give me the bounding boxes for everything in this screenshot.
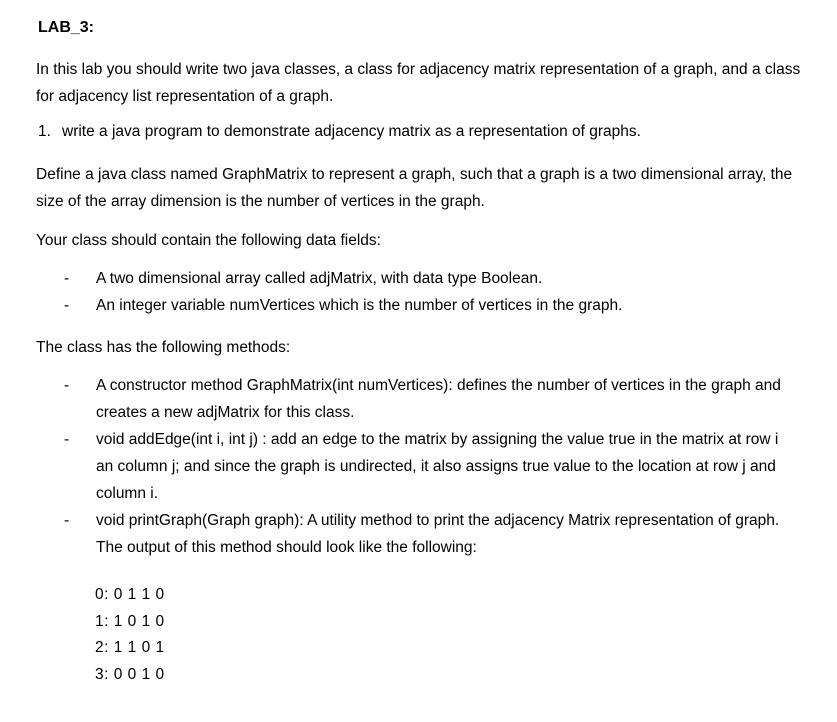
- intro-paragraph: In this lab you should write two java classes, a class for adjacency matrix representation of a graph, and a class for adjacency list representation of a graph.: [36, 61, 801, 105]
- bullet-dash: -: [64, 431, 70, 448]
- list-item: [0, 265, 796, 292]
- output-line: 2: 1 1 0 1: [95, 639, 165, 656]
- method-text: void printGraph(Graph graph): A utility method to print the adjacency Matrix representation of graph. The output of this method should look like the following:: [96, 512, 780, 556]
- list-item: [0, 426, 796, 507]
- fields-heading: Your class should contain the following data fields:: [36, 232, 381, 249]
- output-line: 0: 0 1 1 0: [95, 586, 165, 603]
- bullet-dash: -: [64, 297, 70, 314]
- definition-paragraph: Define a java class named GraphMatrix to represent a graph, such that a graph is a two dimensional array, the size of the array dimension is the number of vertices in the graph.: [36, 166, 793, 210]
- method-text: void addEdge(int i, int j) : add an edge to the matrix by assigning the value true in the matrix at row i an column j; and since the graph is undirected, it also assigns true value to the location at row j and column i.: [96, 431, 779, 502]
- output-line: 3: 0 0 1 0: [95, 665, 165, 683]
- method-text: A constructor method GraphMatrix(int numVertices): defines the number of vertices in the graph and creates a new adjMatrix for this class.: [96, 377, 781, 421]
- list-item: [0, 372, 796, 426]
- field-text: A two dimensional array called adjMatrix, with data type Boolean.: [96, 270, 543, 287]
- task-text: write a java program to demonstrate adjacency matrix as a representation of graphs.: [62, 123, 641, 140]
- bullet-dash: -: [64, 512, 70, 529]
- list-item: [0, 507, 796, 561]
- matrix-output: [95, 582, 165, 688]
- task-number: 1.: [38, 123, 51, 140]
- bullet-dash: -: [64, 270, 70, 287]
- task-item: [38, 118, 818, 145]
- field-text: An integer variable numVertices which is the number of vertices in the graph.: [96, 297, 623, 314]
- lab-title: LAB_3:: [38, 19, 95, 36]
- list-item: [0, 292, 796, 319]
- fields-list: [0, 265, 837, 319]
- methods-list: [0, 372, 837, 561]
- methods-heading: The class has the following methods:: [36, 339, 291, 356]
- output-line: 1: 1 0 1 0: [95, 612, 165, 630]
- bullet-dash: -: [64, 377, 70, 394]
